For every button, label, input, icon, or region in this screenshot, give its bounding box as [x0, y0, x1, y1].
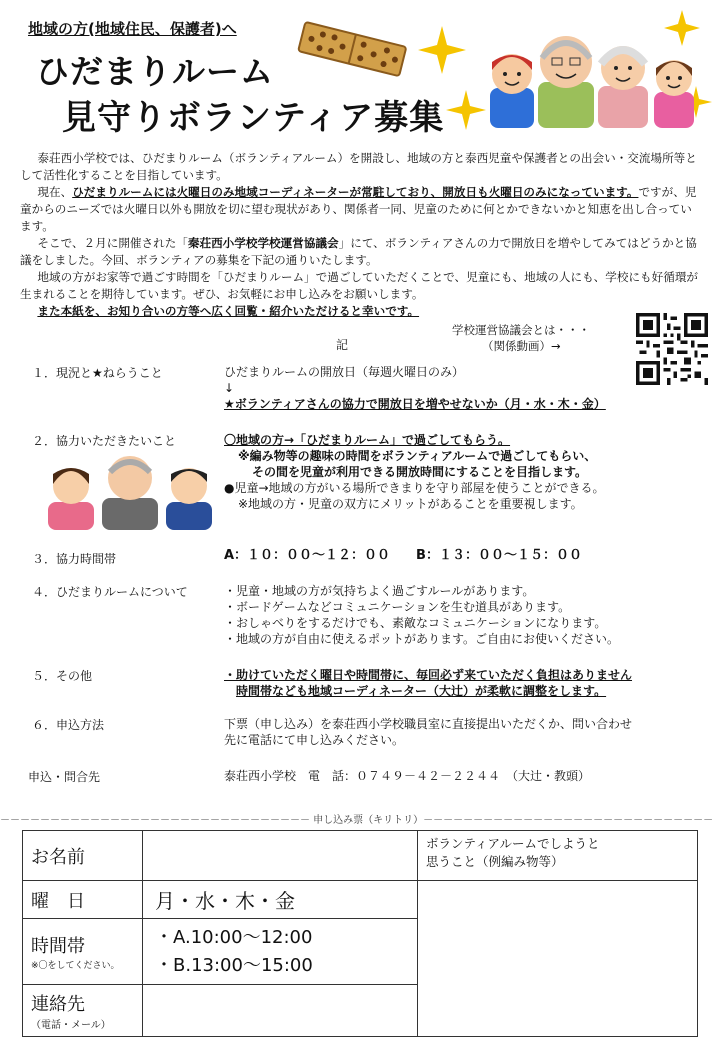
ki-heading: 記: [336, 338, 349, 352]
section-5-body: [224, 667, 632, 699]
section-6-label: ６．申込方法: [32, 718, 105, 732]
form-name-field[interactable]: [143, 831, 418, 881]
meeting-info-line-2: （関係動画）→: [482, 339, 561, 353]
intro-p3-bold: 秦荘西小学校学校運営協議会: [187, 236, 339, 250]
form-time-note: ※〇をしてください。: [31, 961, 120, 971]
section-1-line-3: ★ボランティアさんの協力で開放日を増やせないか（月・水・木・金）: [224, 397, 606, 411]
intro-paragraph-2: [20, 184, 702, 235]
intro-p2-highlight: ひだまりルームには火曜日のみ地域コーディネーターが常駐しており、開放日も火曜日のみになっています。: [72, 185, 639, 199]
section-2-line-2: ※編み物等の趣味の時間をボランティアルームで過ごしてもらい、: [238, 449, 597, 463]
arrow-down-icon: ↓: [224, 381, 235, 395]
form-time-label: [23, 919, 143, 985]
intro-paragraph-5: また本紙を、お知り合いの方等へ広く回覧・紹介いただけると幸いです。: [37, 304, 420, 318]
intro-paragraph-1: 泰荘西小学校では、ひだまりルーム（ボランティアルーム）を開設し、地域の方と泰西児童や保護者との出会い・交流場所等として活性化することを目指しています。: [20, 151, 697, 182]
form-contact-note: （電話・メール）: [31, 1020, 111, 1031]
title-line-2: 見守りボランティア募集: [62, 98, 445, 138]
form-time-label-text: 時間帯: [31, 936, 85, 957]
form-idea-label: [418, 831, 698, 881]
section-6-body: [224, 716, 632, 748]
people-illustration: [40, 448, 220, 530]
board-game-illustration: [292, 20, 412, 82]
form-day-label: 曜 日: [23, 881, 143, 919]
section-1-body: [224, 364, 606, 412]
section-5-line-1: ・助けていただく曜日や時間帯に、毎回必ず来ていただく負担はありません: [224, 668, 633, 682]
form-contact-label: [23, 985, 143, 1037]
intro-text: [20, 150, 702, 320]
meeting-info-line-1: 学校運営協議会とは・・・: [452, 323, 590, 337]
header-subtitle: 地域の方(地域住民、保護者)へ: [28, 20, 237, 38]
section-5-label: ５．その他: [32, 669, 93, 683]
title-line-1: ひだまりルーム: [36, 52, 274, 91]
intro-p2-rest: ですが、児童からのニーズでは火曜日以外も開放を切に望む現状があり、関係者一同、児童のために何とかできないかと知恵を出し合っています。: [20, 185, 697, 233]
section-2-body: [224, 432, 605, 512]
section-3-label: ３．協力時間帯: [32, 552, 117, 566]
form-time-option-b[interactable]: ・B.13:00～15:00: [155, 954, 313, 976]
section-6-line-2: 先に電話にて申し込みください。: [224, 733, 405, 747]
section-5-line-2: 時間帯なども地域コーディネーター（大辻）が柔軟に調整をします。: [236, 684, 607, 698]
section-4-line-1: ・児童・地域の方が気持ちよく過ごすルールがあります。: [224, 584, 535, 598]
section-1-label: １．現況と★ねらうこと: [32, 366, 163, 380]
cut-line: －－－－－－－－－－－－－－－－－－－－－－－－－－－－－－－ 申し込み票（キリトリ）－－－－－－－－－－－－－－－－－－－－－－－－－－－－－: [0, 815, 714, 826]
section-4-line-4: ・地域の方が自由に使えるポットがあります。ご自由にお使いください。: [224, 632, 620, 646]
form-day-options[interactable]: 月・水・木・金: [143, 881, 418, 919]
section-4-body: [224, 583, 619, 647]
section-2-label: ２．協力いただきたいこと: [32, 434, 177, 448]
form-idea-label-line-1: ボランティアルームでしようと: [426, 836, 600, 851]
section-2-line-1: 〇地域の方→「ひだまりルーム」で過ごしてもらう。: [224, 433, 511, 447]
section-4-line-3: ・おしゃべりをするだけでも、素敵なコミュニケーションになります。: [224, 616, 607, 630]
form-name-label: お名前: [23, 831, 143, 881]
intro-p3-rest: 」にて、ボランティアさんの力で開放日を増やしてみてはどうかと協議をしました。今回、ボランティアの募集を下記の通りいたします。: [20, 236, 697, 267]
section-1-line-1: ひだまりルームの開放日（毎週火曜日のみ）: [224, 365, 465, 379]
meeting-info: [452, 322, 590, 354]
intro-p3-lead: そこで、２月に開催された「: [37, 236, 188, 250]
section-2-line-4: ●児童→地域の方がいる場所できまりを守り部屋を使うことができる。: [224, 481, 605, 495]
sparkle-star-icon: [418, 26, 466, 74]
section-3-body: A：１０：００～１２：００ B：１３：００～１５：００: [224, 548, 582, 563]
form-idea-field[interactable]: [418, 881, 698, 1037]
form-idea-label-line-2: 思うこと（例編み物等）: [426, 854, 564, 869]
qr-code[interactable]: [636, 313, 708, 385]
contact-body: 泰荘西小学校 電 話：０７４９－４２－２２４４ （大辻・教頭）: [224, 769, 591, 783]
form-time-option-a[interactable]: ・A.10:00～12:00: [155, 926, 313, 948]
family-illustration: [470, 18, 710, 128]
section-2-line-3: その間を児童が利用できる開放時間にすることを目指します。: [252, 465, 588, 479]
section-6-line-1: 下票（申し込み）を泰荘西小学校職員室に直接提出いただくか、問い合わせ: [224, 717, 633, 731]
intro-paragraph-3: [20, 235, 702, 269]
form-time-options[interactable]: [143, 919, 418, 985]
contact-label: 申込・問合先: [28, 770, 101, 784]
application-form: [22, 830, 698, 1037]
intro-paragraph-4: 地域の方がお家等で過ごす時間を「ひだまりルーム」で過ごしていただくことで、児童にも、地域の人にも、学校にも好循環が生まれることを期待しています。ぜひ、お気軽にお申し込みをお願いします。: [20, 270, 699, 301]
intro-p2-lead: 現在、: [37, 185, 73, 199]
section-4-label: ４．ひだまりルームについて: [32, 585, 188, 599]
section-2-line-5: ※地域の方・児童の双方にメリットがあることを重要視します。: [238, 497, 583, 511]
form-contact-label-text: 連絡先: [31, 994, 85, 1015]
form-contact-field[interactable]: [143, 985, 418, 1037]
section-4-line-2: ・ボードゲームなどコミュニケーションを生む道具があります。: [224, 600, 571, 614]
